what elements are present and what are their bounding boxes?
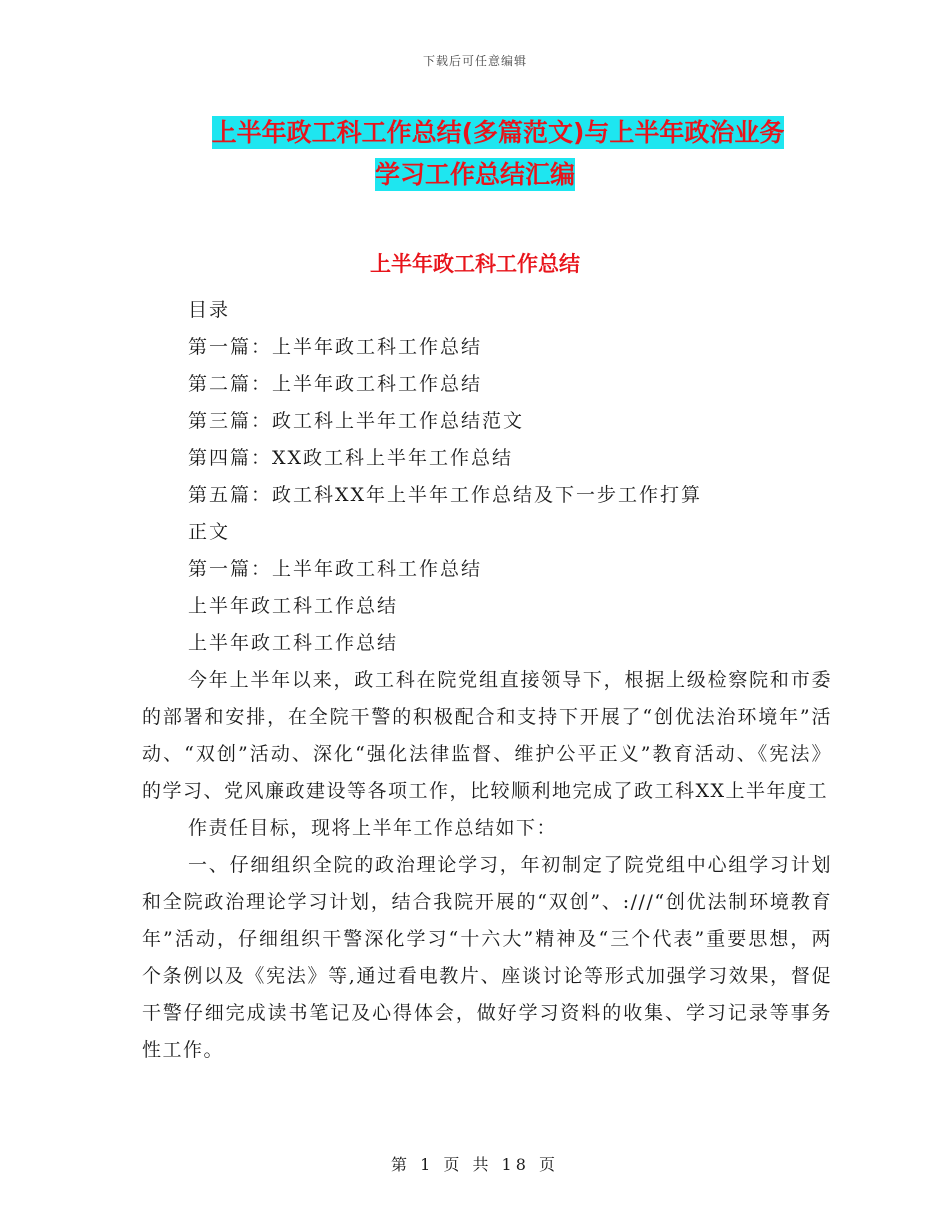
toc-item: 上半年政工科工作总结	[188, 632, 399, 654]
document-title	[0, 112, 950, 196]
paragraph: 今年上半年以来，政工科在院党组直接领导下，根据上级检察院和市委的部署和安排，在全院干警的积极配合和支持下开展了“创优法治环境年”活动、“双创”活动、深化“强化法律监督、维护公平正义”教育活动、《宪法》的学习、党风廉政建设等各项工作，比较顺利地完成了政工科XX上半年度工	[142, 669, 832, 802]
paragraph: 一、仔细组织全院的政治理论学习，年初制定了院党组中心组学习计划和全院政治理论学习计划，结合我院开展的“双创”、:///“创优法制环境教育年”活动，仔细组织干警深化学习“十六大”精神及“三个代表”重要思想，两个条例以及《宪法》等,通过看电教片、座谈讨论等形式加强学习效果，督促干警仔细完成读书笔记及心得体会，做好学习资料的收集、学习记录等事务性工作。	[142, 854, 832, 1061]
toc-item: 正文	[188, 521, 231, 543]
page-footer: 第 1 页 共 18 页	[391, 1155, 559, 1174]
title-line-1	[0, 112, 950, 154]
body-text	[142, 662, 832, 1069]
title-line-2	[0, 154, 950, 196]
toc-item: 第四篇：XX政工科上半年工作总结	[188, 447, 514, 469]
title-line-2-text: 学习工作总结汇编	[374, 160, 575, 189]
toc-item: 上半年政工科工作总结	[188, 595, 399, 617]
paragraph: 作责任目标，现将上半年工作总结如下：	[188, 817, 558, 839]
table-of-contents	[188, 292, 828, 662]
toc-item: 第二篇：上半年政工科工作总结	[188, 373, 483, 395]
title-line-1-text: 上半年政工科工作总结(多篇范文)与上半年政治业务	[211, 118, 785, 147]
toc-item: 目录	[188, 299, 231, 321]
section-title: 上半年政工科工作总结	[370, 252, 580, 276]
toc-item: 第一篇：上半年政工科工作总结	[188, 558, 483, 580]
toc-item: 第三篇：政工科上半年工作总结范文	[188, 410, 525, 432]
toc-item: 第五篇：政工科XX年上半年工作总结及下一步工作打算	[188, 484, 703, 506]
toc-item: 第一篇：上半年政工科工作总结	[188, 336, 483, 358]
header-note: 下载后可任意编辑	[422, 54, 527, 68]
